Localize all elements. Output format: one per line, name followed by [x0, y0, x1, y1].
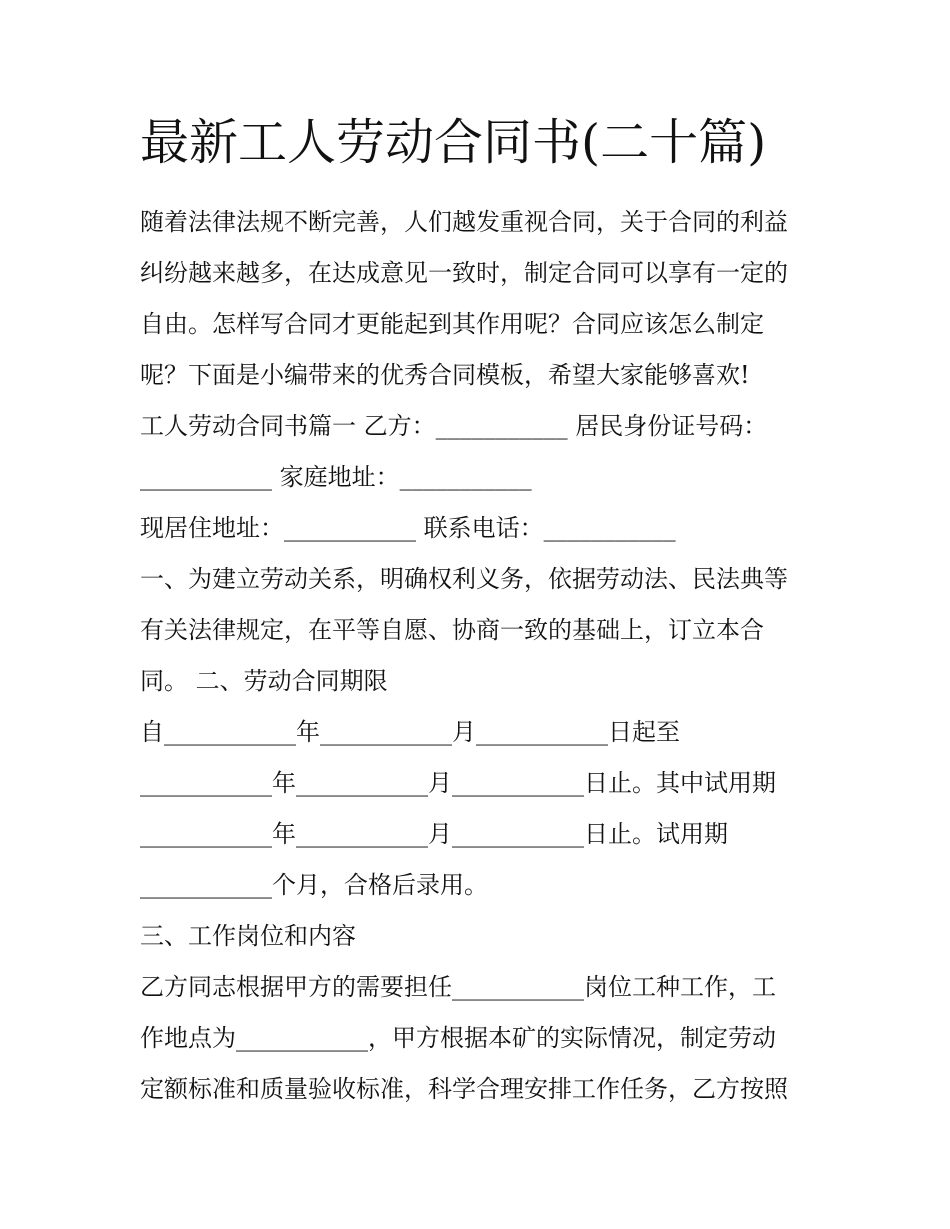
term-start-line: 自___________年___________月___________日起至 — [140, 718, 680, 746]
current-address-line: 现居住地址：___________ 联系电话：___________ — [140, 514, 676, 542]
probation-months-line: ___________个月，合格后录用。 — [140, 871, 488, 899]
document-title: 最新工人劳动合同书(二十篇) — [140, 114, 767, 171]
party-b-line: 工人劳动合同书篇一 乙方：___________ 居民身份证号码： — [140, 412, 768, 440]
clause-1-line-2: 有关法律规定，在平等自愿、协商一致的基础上，订立本合 — [140, 616, 764, 644]
intro-line-4: 呢？下面是小编带来的优秀合同模板，希望大家能够喜欢! — [140, 361, 750, 389]
clause-3-line-3: 定额标准和质量验收标准，科学合理安排工作任务，乙方按照 — [140, 1075, 788, 1103]
clause-1-line-1: 一、为建立劳动关系，明确权利义务，依据劳动法、民法典等 — [140, 565, 788, 593]
intro-line-2: 纠纷越来越多，在达成意见一致时，制定合同可以享有一定的 — [140, 259, 788, 287]
probation-end-line: ___________年___________月___________日止。试用期 — [140, 820, 728, 848]
term-end-line: ___________年___________月___________日止。其中试用期 — [140, 769, 776, 797]
clause-2-heading-line: 同。 二、劳动合同期限 — [140, 667, 388, 695]
clause-3-heading: 三、工作岗位和内容 — [140, 922, 356, 950]
intro-line-1: 随着法律法规不断完善，人们越发重视合同，关于合同的利益 — [140, 208, 788, 236]
clause-3-line-2: 作地点为___________，甲方根据本矿的实际情况，制定劳动 — [140, 1024, 776, 1052]
home-address-line: ___________ 家庭地址：___________ — [140, 463, 532, 491]
intro-line-3: 自由。怎样写合同才更能起到其作用呢？合同应该怎么制定 — [140, 310, 764, 338]
clause-3-line-1: 乙方同志根据甲方的需要担任___________岗位工种工作，工 — [140, 973, 776, 1001]
